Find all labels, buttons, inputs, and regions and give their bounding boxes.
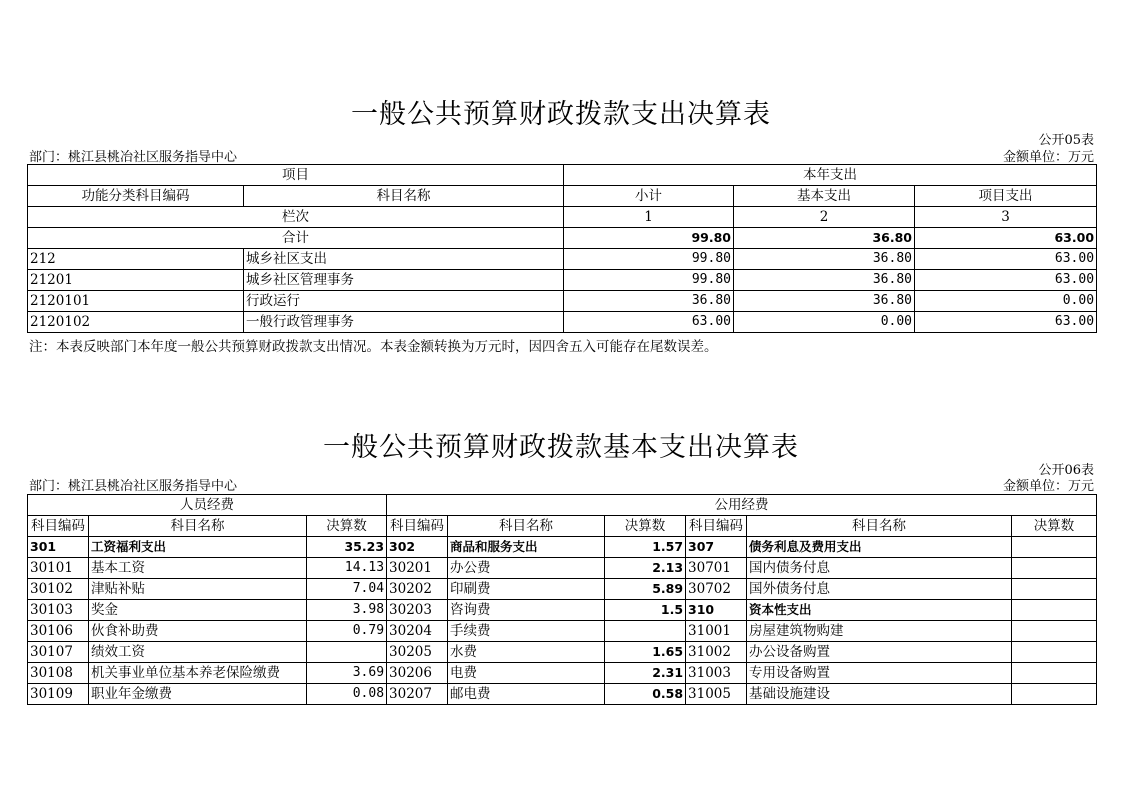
row-name: 绩效工资: [89, 642, 307, 663]
col-num-2: 2: [734, 207, 915, 228]
row-code: 30102: [28, 579, 89, 600]
row-code: 30205: [387, 642, 448, 663]
row-name: 津贴补贴: [89, 579, 307, 600]
row-name: 国内债务付息: [747, 558, 1012, 579]
row-amount: [1012, 579, 1097, 600]
row-name: 工资福利支出: [89, 537, 307, 558]
row-subtotal: 36.80: [564, 291, 734, 312]
row-name: 债务利息及费用支出: [747, 537, 1012, 558]
row-name: 手续费: [448, 621, 605, 642]
row-code: 30108: [28, 663, 89, 684]
row-name: 行政运行: [244, 291, 564, 312]
row-code: 30207: [387, 684, 448, 705]
row-code: 30204: [387, 621, 448, 642]
table-row: [28, 558, 1097, 579]
row-code: 30109: [28, 684, 89, 705]
row-amount: 0.58: [605, 684, 686, 705]
row-amount: [1012, 642, 1097, 663]
table1-department: 部门：桃江县桃冶社区服务指导中心: [29, 150, 238, 165]
row-amount: [605, 621, 686, 642]
row-name: 资本性支出: [747, 600, 1012, 621]
row-code: 302: [387, 537, 448, 558]
row-project: 0.00: [915, 291, 1097, 312]
row-code: 2120101: [28, 291, 244, 312]
table2-code: 公开06表: [1038, 463, 1094, 478]
header-basic: 基本支出: [734, 186, 915, 207]
row-amount: 1.57: [605, 537, 686, 558]
row-code: 307: [686, 537, 747, 558]
table-row: [28, 621, 1097, 642]
table2: [27, 494, 1097, 705]
header-code: 科目编码: [28, 516, 89, 537]
table1-unit: 金额单位：万元: [1002, 150, 1094, 165]
row-name: 机关事业单位基本养老保险缴费: [89, 663, 307, 684]
table1-note: 注：本表反映部门本年度一般公共预算财政拨款支出情况。本表金额转换为万元时，因四舍五入可能存在尾数误差。: [29, 339, 718, 355]
row-amount: [307, 642, 387, 663]
row-subtotal: 99.80: [564, 249, 734, 270]
table2-department: 部门：桃江县桃冶社区服务指导中心: [29, 479, 238, 494]
row-code: 30203: [387, 600, 448, 621]
header-name: 科目名称: [89, 516, 307, 537]
row-project: 63.00: [915, 312, 1097, 333]
header-amount: 决算数: [1012, 516, 1097, 537]
row-code: 30701: [686, 558, 747, 579]
row-code: 31003: [686, 663, 747, 684]
row-code: 30702: [686, 579, 747, 600]
row-amount: 1.5: [605, 600, 686, 621]
header-project: 项目: [28, 165, 564, 186]
row-code: 30101: [28, 558, 89, 579]
row-project: 63.00: [915, 270, 1097, 291]
row-amount: 35.23: [307, 537, 387, 558]
table1-code: 公开05表: [1038, 133, 1094, 148]
col-num-1: 1: [564, 207, 734, 228]
row-project: 63.00: [915, 249, 1097, 270]
row-amount: 3.98: [307, 600, 387, 621]
total-row: [28, 228, 1097, 249]
row-amount: [1012, 663, 1097, 684]
total-project: 63.00: [915, 228, 1097, 249]
row-amount: [1012, 684, 1097, 705]
row-code: 30201: [387, 558, 448, 579]
table2-title: 一般公共预算财政拨款基本支出决算表: [323, 432, 799, 463]
row-basic: 36.80: [734, 291, 915, 312]
row-amount: 3.69: [307, 663, 387, 684]
row-code: 30103: [28, 600, 89, 621]
row-amount: 7.04: [307, 579, 387, 600]
header-name: 科目名称: [747, 516, 1012, 537]
header-code: 科目编码: [686, 516, 747, 537]
header-column-seq: 栏次: [28, 207, 564, 228]
table-row: [28, 663, 1097, 684]
header-amount: 决算数: [307, 516, 387, 537]
row-amount: 2.13: [605, 558, 686, 579]
row-code: 2120102: [28, 312, 244, 333]
row-subtotal: 99.80: [564, 270, 734, 291]
row-name: 印刷费: [448, 579, 605, 600]
row-amount: 5.89: [605, 579, 686, 600]
table-row: [28, 249, 1097, 270]
row-amount: [1012, 621, 1097, 642]
row-code: 21201: [28, 270, 244, 291]
row-name: 办公费: [448, 558, 605, 579]
total-basic: 36.80: [734, 228, 915, 249]
row-code: 31001: [686, 621, 747, 642]
row-code: 30106: [28, 621, 89, 642]
row-code: 30206: [387, 663, 448, 684]
row-code: 310: [686, 600, 747, 621]
header-subject-name: 科目名称: [244, 186, 564, 207]
row-name: 办公设备购置: [747, 642, 1012, 663]
row-code: 30107: [28, 642, 89, 663]
row-name: 水费: [448, 642, 605, 663]
table-row: [28, 291, 1097, 312]
header-code: 科目编码: [387, 516, 448, 537]
total-subtotal: 99.80: [564, 228, 734, 249]
row-name: 咨询费: [448, 600, 605, 621]
row-code: 30202: [387, 579, 448, 600]
table-row: [28, 579, 1097, 600]
row-name: 基本工资: [89, 558, 307, 579]
row-name: 基础设施建设: [747, 684, 1012, 705]
row-amount: [1012, 558, 1097, 579]
table-row: [28, 537, 1097, 558]
row-name: 奖金: [89, 600, 307, 621]
row-amount: 14.13: [307, 558, 387, 579]
table-row: [28, 642, 1097, 663]
row-basic: 0.00: [734, 312, 915, 333]
row-name: 电费: [448, 663, 605, 684]
header-current-year: 本年支出: [564, 165, 1097, 186]
row-name: 城乡社区支出: [244, 249, 564, 270]
header-subtotal: 小计: [564, 186, 734, 207]
table-row: [28, 312, 1097, 333]
row-code: 301: [28, 537, 89, 558]
row-name: 城乡社区管理事务: [244, 270, 564, 291]
row-basic: 36.80: [734, 249, 915, 270]
total-label: 合计: [28, 228, 564, 249]
header-name: 科目名称: [448, 516, 605, 537]
row-amount: 0.79: [307, 621, 387, 642]
row-name: 邮电费: [448, 684, 605, 705]
table-row: [28, 684, 1097, 705]
row-amount: 0.08: [307, 684, 387, 705]
row-subtotal: 63.00: [564, 312, 734, 333]
row-code: 31002: [686, 642, 747, 663]
row-code: 212: [28, 249, 244, 270]
table-row: [28, 600, 1097, 621]
header-func-code: 功能分类科目编码: [28, 186, 244, 207]
row-basic: 36.80: [734, 270, 915, 291]
row-amount: [1012, 600, 1097, 621]
row-amount: 2.31: [605, 663, 686, 684]
table1: [27, 164, 1097, 333]
row-name: 伙食补助费: [89, 621, 307, 642]
table1-title: 一般公共预算财政拨款支出决算表: [351, 99, 771, 130]
header-public: 公用经费: [387, 495, 1097, 516]
header-personnel: 人员经费: [28, 495, 387, 516]
row-amount: 1.65: [605, 642, 686, 663]
header-amount: 决算数: [605, 516, 686, 537]
table-row: [28, 270, 1097, 291]
row-name: 一般行政管理事务: [244, 312, 564, 333]
row-amount: [1012, 537, 1097, 558]
col-num-3: 3: [915, 207, 1097, 228]
row-name: 商品和服务支出: [448, 537, 605, 558]
table2-unit: 金额单位：万元: [1002, 479, 1094, 494]
row-code: 31005: [686, 684, 747, 705]
row-name: 职业年金缴费: [89, 684, 307, 705]
header-project-exp: 项目支出: [915, 186, 1097, 207]
row-name: 专用设备购置: [747, 663, 1012, 684]
row-name: 国外债务付息: [747, 579, 1012, 600]
row-name: 房屋建筑物购建: [747, 621, 1012, 642]
